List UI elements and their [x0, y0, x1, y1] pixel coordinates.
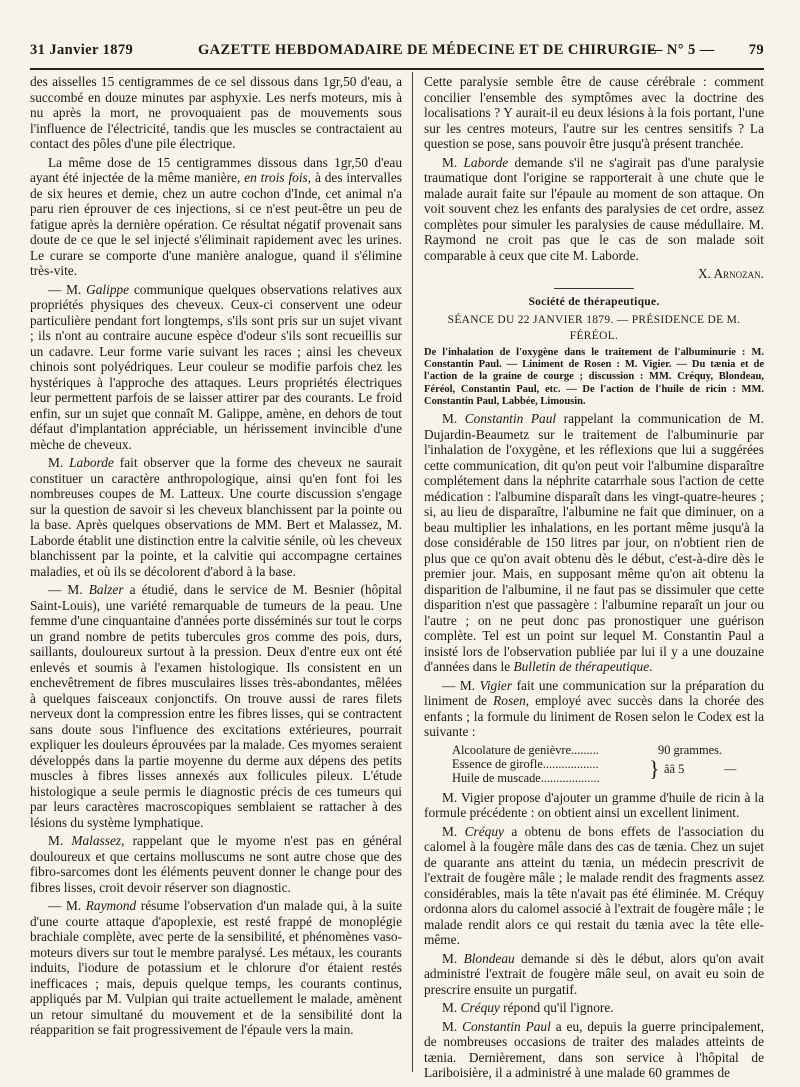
- recipe-ingredient: Essence de girofle..................: [452, 756, 599, 771]
- paragraph: — M. Galippe communique quelques observations relatives aux propriétés physiques des cheveux. Ceux-ci conservent une odeur particulière pendant fort longtemps, s'ils sont pris sur un sujet vivant ; ils n'ont au contraire aucune espèce d'odeur s'ils sont recueillis sur un cadavre. Leur forme varie suivant les races ; ainsi les cheveux chinois sont polyédriques. Leur couleur se modifie parfois chez les hystériques à l'approche des attaques. Leurs propriétés électriques leur permettent parfois de se laisser attirer par des courants. Le froid enfin, sur un sujet que connaît M. Galippe, amène, en dehors de tout défaut d'implantation appréciable, un hérissement invincible d'une mèche de cheveux.: [30, 281, 403, 452]
- paragraph: — M. Balzer a étudié, dans le service de M. Besnier (hôpital Saint-Louis), une variété remarquable de tumeurs de la peau. Une femme d'une cinquantaine d'années porte disséminés sur tout le corps un grand nombre de petits tubercules gros comme des pois, durs, saillants, douloureux surtout à la pression. Deux d'entre eux ont été enlevés et soumis à l'examen histologique. Ils consistent en un enchevêtrement de fibres musculaires lisses très-abondantes, mêlées à quelques faisceaux conjonctifs. On trouve aussi de rares filets nerveux dont la compression entre les fibres lisses, qui se contractent sans doute sous l'influence des excitations extérieures, pourrait expliquer les douleurs éprouvées par la malade. Ces myomes seraient développés dans la partie moyenne du derme aux dépens des petits muscles à fibres lisses annexés aux follicules pileux. L'étude histologique a seule permis le diagnostic précis de ces tumeurs qui par leurs caractères macroscopiques semblaient se rattacher à des lésions du système lymphatique.: [30, 582, 402, 830]
- brace-glyph: }: [649, 755, 660, 781]
- paragraph: M. Créquy a obtenu de bons effets de l'association du calomel à la fougère mâle dans des cas de tænia. Chez un sujet de quarante ans atteint du tænia, un médecin prescrivit de l'extrait de fougère mâle ; le malade rendit des fragments assez considérables, mais la tête n'avait pas été éliminée. M. Créquy ordonna alors du calomel associé à l'extrait de fougère mâle ; le malade rendit alors ce qui restait du tænia avec la tête elle-même.: [424, 823, 764, 948]
- journal-title: GAZETTE HEBDOMADAIRE DE MÉDECINE ET DE CHIRURGIE: [198, 42, 657, 58]
- column-divider: [412, 72, 413, 1072]
- paragraph: M. Vigier propose d'ajouter un gramme d'huile de ricin à la formule précédente : on obtient ainsi un excellent liniment.: [424, 789, 764, 821]
- recipe-quantity: 90 grammes.: [658, 742, 723, 757]
- running-head: [30, 42, 764, 64]
- section-rule: [554, 288, 634, 289]
- header-rule: [30, 68, 764, 70]
- ditto-mark: —: [724, 761, 737, 776]
- left-column: [30, 74, 402, 1041]
- paragraph: — M. Raymond résume l'observation d'un malade qui, à la suite d'une courte attaque d'apoplexie, est resté frappé de monoplégie brachiale complète, avec perte de la sensibilité, et phénomènes vaso-moteurs divers sur tout le membre paralysé. Les métaux, les courants induits, l'iodure de potassium et le chlorure d'or étaient restés inefficaces ; mais, depuis quelque temps, les courants continus, appliqués par M. Vulpian qui traite actuellement le malade, amènent un retour simultané du mouvement et de la sensibilité dont la réapparition se fait progressivement de l'épaule vers la main.: [30, 898, 402, 1037]
- paragraph: M. Constantin Paul a eu, depuis la guerre principalement, de nombreuses occasions de traiter des malades atteints de tænia. Dernièrement, dans son service à l'hôpital de Lariboisière, il a administré à une malade 60 grammes de: [424, 1018, 764, 1081]
- paragraph: M. Blondeau demande si dès le début, alors qu'on avait administré l'extrait de fougère mâle seul, on avait eu soin de prescrire ensuite un purgatif.: [424, 950, 764, 997]
- paragraph: — M. Vigier fait une communication sur la préparation du liniment de Rosen, employé avec succès dans la chorée des enfants ; la formule du liniment de Rosen selon le Codex est la suivante :: [424, 677, 764, 740]
- session-summary: De l'inhalation de l'oxygène dans le traitement de l'albuminurie : M. Constantin Paul. — Liniment de Rosen : M. Vigier. — Du tænia et de l'action de la graine de courge ; discussion : MM. Créquy, Blondeau, Féréol, Constantin Paul, etc. — De l'action de l'huile de ricin : MM. Constantin Paul, Labbée, Limousin.: [424, 347, 764, 407]
- paragraph: M. Laborde fait observer que la forme des cheveux ne saurait constituer un caractère anthropologique, ainsi qu'en font foi les nombreuses coupes de M. Latteux. Une courte discussion s'engage sur la question de savoir si les cheveux blanchissent par la pointe ou la base. Après quelques observations de MM. Bert et Malassez, M. Laborde établit une distinction entre la calvitie sénile, où les cheveux blanchissent par la pointe, et la calvitie qui accompagne certaines maladies, et où ils se décolorent d'abord à la base.: [30, 455, 402, 579]
- recipe-ingredient: Alcoolature de genièvre.........: [452, 742, 599, 757]
- right-column: [424, 74, 764, 1084]
- session-line: SÉANCE DU 22 JANVIER 1879. — PRÉSIDENCE DE M. FÉRÉOL.: [447, 314, 741, 342]
- paragraph: des aisselles 15 centigrammes de ce sel dissous dans 1gr,50 d'eau, a succombé en douze minutes par asphyxie. Les nerfs moteurs, mis à nu après la mort, ne provoquaient pas de mouvements sous l'influence de l'électricité, tandis que les muscles se contractaient au contact des pôles d'une pile électrique.: [30, 74, 402, 151]
- recipe-ingredient: Huile de muscade...................: [452, 770, 600, 785]
- author-signature: X. Arnozan.: [697, 266, 764, 281]
- society-heading: Société de thérapeutique.: [528, 295, 660, 308]
- paragraph: M. Créquy répond qu'il l'ignore.: [442, 1000, 614, 1016]
- issue-date: 31 Janvier 1879: [30, 42, 134, 58]
- issue-number: — N° 5 —: [648, 42, 715, 58]
- paragraph: La même dose de 15 centigrammes dissous dans 1gr,50 d'eau ayant été injectée de la même manière, en trois fois, à des intervalles de six heures et demie, chez un autre cochon d'Inde, cet animal n'a paru rien éprouver de ces injections, si ce n'est peut-être un peu de fatigue après la dernière opération. Ce résultat négatif provenait sans doute de ce que le sel injecté s'éliminait rapidement avec les urines. Le curare se comporte d'une manière analogue, quand il s'élimine très-vite.: [30, 154, 402, 278]
- page-number: 79: [748, 42, 764, 58]
- paragraph: Cette paralysie semble être de cause cérébrale : comment concilier l'ensemble des symptômes avec la doctrine des localisations ? Y aurait-il eu deux lésions à la fois portant, l'une sur les centres moteurs, l'autre sur les centres sensitifs ? La question se pose, sans pouvoir être jusqu'à présent tranchée.: [424, 74, 764, 151]
- paragraph: M. Malassez, rappelant que le myome n'est pas en général douloureux et que certains molluscums ne sont autre chose que des fibro-sarcomes dont les éléments peuvent donner le change pour des fibres lisses, croit devoir réserver son diagnostic.: [30, 833, 402, 895]
- paragraph: M. Constantin Paul rappelant la communication de M. Dujardin-Beaumetz sur le traitement de l'albuminurie par l'inhalation de l'oxygène, et les réflexions que lui a suggérées cette communication, dit qu'on peut voir l'albumine disparaître complétement dans la néphrite catarrhale sous l'action de cette médication : l'albumine disparaît dans les vingt-quatre-heures ; si, au lieu de disparaître, l'albumine ne fait que diminuer, on a beau multiplier les inhalations, en les portant même jusqu'à la dose considérable de 150 litres par jour, on n'obtient rien de plus que ce qu'on avait obtenu dès le début, c'est-à-dire dès le premier jour. Mais, en supposant même qu'on ait obtenu la disparition de l'albumine, il ne faut pas se dissimuler que cette disparition n'est que passagère : l'albumine reparaît un jour ou l'autre ; on ne peut donc pas pronostiquer une guérison complète. Tel est un point sur lequel M. Constantin Paul a insisté lors de l'observation publiée par lui il y a une douzaine d'années dans le Bulletin de thérapeutique.: [424, 411, 764, 675]
- paragraph: M. Laborde demande s'il ne s'agirait pas d'une paralysie traumatique dont l'origine se rapporterait à une chute que le malade aurait faite sur l'épaule au moment de son attaque. On voit souvent chez les enfants des paralysies de cet ordre, assez complètes pour simuler les paralysies de cause médullaire. M. Raymond ne croit pas que le cas de son malade soit comparable à ceux que cite M. Laborde.: [424, 154, 764, 263]
- recipe-quantity: ââ 5: [664, 761, 685, 776]
- recipe-formula: [424, 743, 764, 785]
